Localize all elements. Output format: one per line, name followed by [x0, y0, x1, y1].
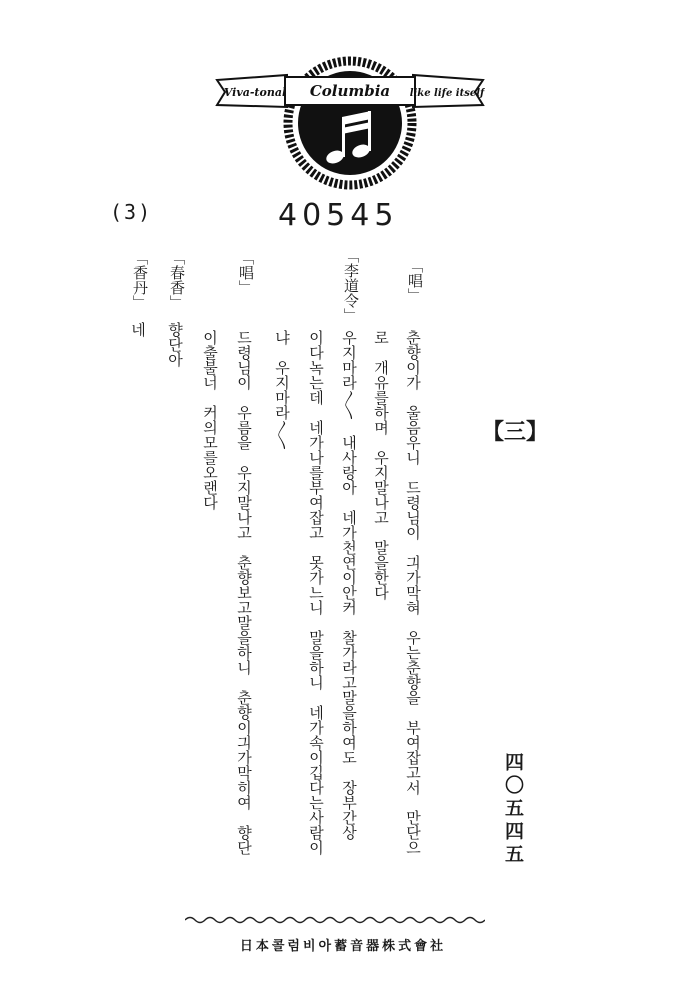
speaker-label: 「唱」 [237, 250, 255, 295]
left-banner-text: Viva-tonal [223, 86, 287, 99]
wavy-divider-line [185, 913, 485, 927]
speaker-label: 「香丹」 [131, 250, 149, 310]
record-number: 40545 [278, 198, 399, 233]
script-line: 우지마라〳〵 내사랑아 네가천연이안커 찰가라고말을하여도 장부간상 [340, 330, 358, 840]
script-line: 이다녹는데 네가나를부여잡고 못가느니 말을하니 네가속이깁다는사람이 [307, 330, 325, 855]
script-line: 춘향이가 울음우니 드령님이 긔가막혀 우는춘향을 부여잡고서 만단으 [404, 330, 422, 855]
columbia-logo [215, 45, 485, 195]
script-line: 로 개유를하며 우지말나고 말을한다 [372, 330, 390, 600]
script-line: 드령님이 우름을 우지말나고 춘향보고말을하니 춘향이긔가막히여 향단 [235, 330, 253, 855]
speaker-label: 「唱」 [406, 258, 424, 303]
script-line: 네 [129, 322, 147, 337]
speaker-label: 「李道令」 [342, 248, 360, 323]
brand-name: Columbia [309, 82, 391, 100]
columbia-logo-graphic [215, 45, 485, 195]
page-number: (3) [110, 200, 153, 224]
section-marker: 【三】 [482, 420, 549, 445]
script-line: 냐 우지마라〳〵 [273, 330, 291, 450]
wavy-divider [185, 912, 485, 926]
right-banner-text: like life itself [409, 88, 485, 99]
script-line: 향단아 [166, 322, 184, 367]
speaker-label: 「春香」 [168, 250, 186, 310]
publisher-footer: 日本콜럼비아蓄音器株式會社 [239, 939, 447, 954]
script-line: 이출불너 커의모를오랜다 [201, 330, 219, 510]
catalog-number-kanji: 四〇五四五 [502, 752, 524, 867]
